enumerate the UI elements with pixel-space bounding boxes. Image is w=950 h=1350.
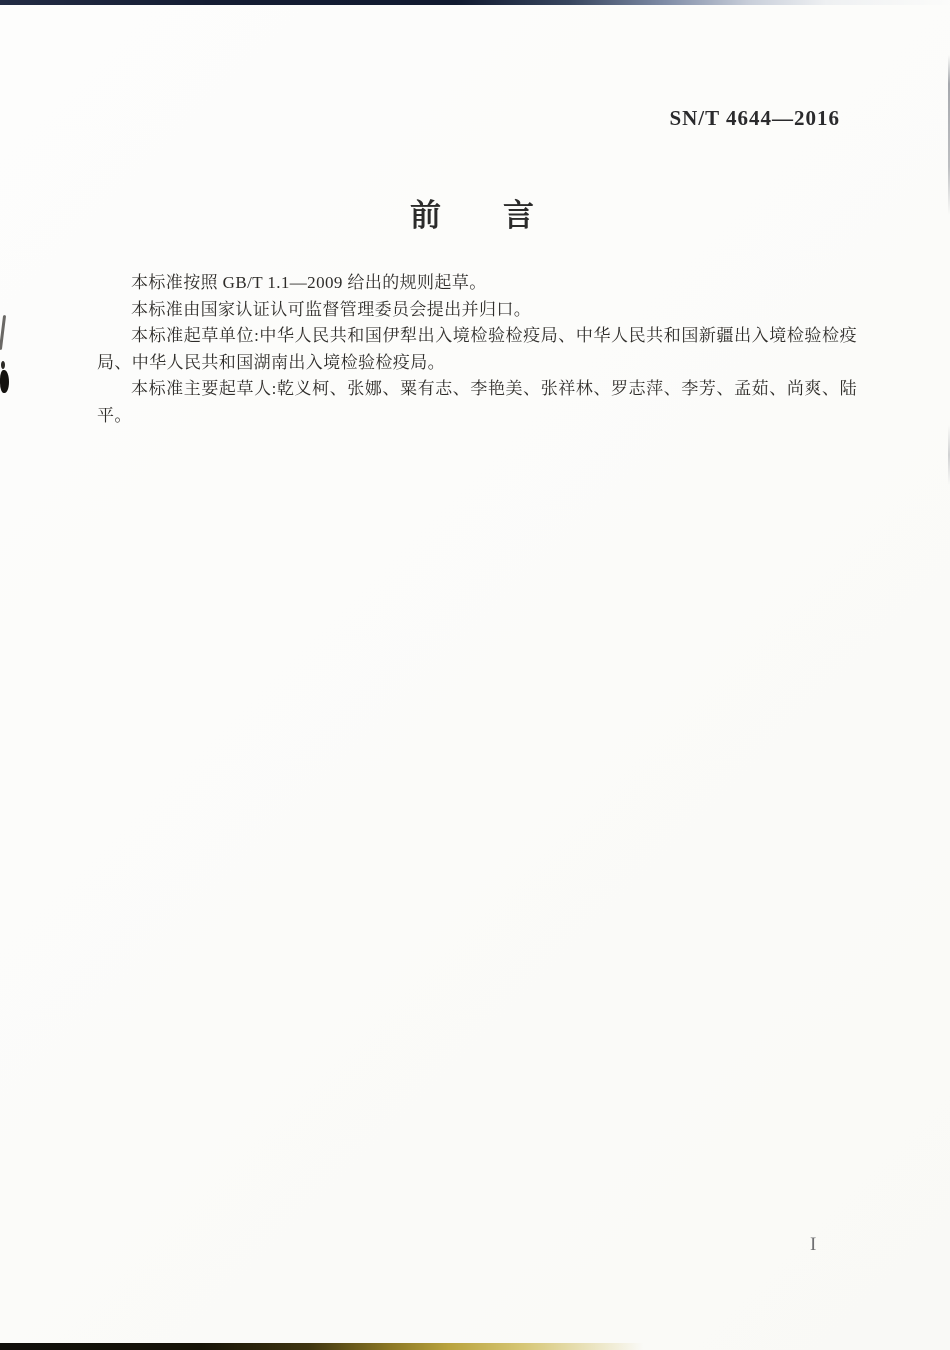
- foreword-body: [97, 270, 857, 429]
- foreword-paragraph-drafting-rule: 本标准按照 GB/T 1.1—2009 给出的规则起草。: [131, 273, 487, 292]
- scan-artifact-ink-streak: [0, 315, 6, 350]
- page-title: 前 言: [410, 198, 534, 233]
- scan-artifact-bottom-bar: [0, 1343, 670, 1350]
- scan-artifact-ink-blob: [0, 370, 9, 393]
- foreword-paragraph-drafters: 本标准主要起草人:乾义柯、张娜、粟有志、李艳美、张祥林、罗志萍、李芳、孟茹、尚爽、陆平。: [97, 379, 857, 425]
- foreword-paragraph-drafting-organizations: 本标准起草单位:中华人民共和国伊犁出入境检验检疫局、中华人民共和国新疆出入境检验检疫局、中华人民共和国湖南出入境检验检疫局。: [97, 326, 857, 372]
- standard-code: SN/T 4644—2016: [669, 106, 840, 130]
- page-number: I: [810, 1234, 817, 1255]
- foreword-paragraph-issuing-body: 本标准由国家认证认可监督管理委员会提出并归口。: [131, 299, 532, 319]
- scan-artifact-top-bar: [0, 0, 950, 5]
